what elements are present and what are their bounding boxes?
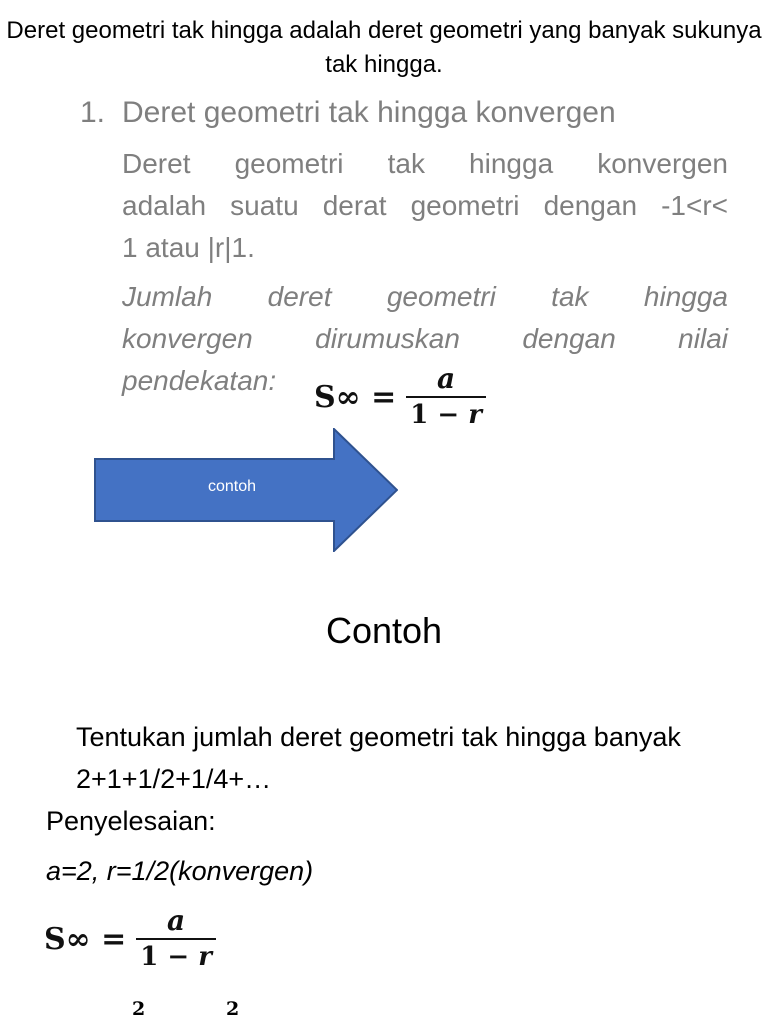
formula-line-1: Jumlah deret geometri tak hingga <box>122 281 728 312</box>
formula-fraction <box>136 904 216 974</box>
denominator-constant: 1 − <box>140 942 199 972</box>
formula-denominator <box>406 398 486 432</box>
formula-line-3: pendekatan: <box>122 365 277 396</box>
list-number: 1. <box>80 96 106 129</box>
problem-text: Tentukan jumlah deret geometri tak hingga banyak 2+1+1/2+1/4+… <box>76 722 681 794</box>
denominator-variable: r <box>468 400 482 430</box>
definition-line-1: Deret geometri tak hingga konvergen <box>122 148 728 179</box>
formula-line-2: konvergen dirumuskan dengan nilai <box>122 323 728 354</box>
formula-lhs: S∞ = <box>44 921 127 957</box>
intro-text: Deret geometri tak hingga adalah deret geometri yang banyak sukunya tak hingga. <box>6 17 762 78</box>
arrow-label: contoh <box>207 478 257 495</box>
formula-fraction <box>406 362 486 432</box>
definition-paragraph <box>122 143 728 269</box>
denominator-constant: 1 − <box>410 400 469 430</box>
list-heading-text: Deret geometri tak hingga konvergen <box>122 96 616 129</box>
list-heading <box>80 96 616 130</box>
partial-numerator-1: 2 <box>132 998 146 1020</box>
sum-formula <box>314 362 486 432</box>
formula-numerator: a <box>437 362 456 395</box>
solution-label: Penyelesaian: <box>46 806 216 836</box>
formula-lhs: S∞ = <box>314 379 397 415</box>
definition-line-3: 1 atau |r|1. <box>122 232 255 263</box>
cut-off-equation <box>40 996 440 1024</box>
formula-numerator: a <box>167 904 186 937</box>
sum-formula-example <box>44 904 216 974</box>
example-title: Contoh <box>325 610 443 651</box>
denominator-variable: r <box>198 942 212 972</box>
formula-denominator <box>136 940 216 974</box>
given-values: a=2, r=1/2(konvergen) <box>46 856 314 886</box>
definition-line-2: adalah suatu derat geometri dengan -1<r< <box>122 190 728 221</box>
partial-numerator-2: 2 <box>226 998 240 1020</box>
